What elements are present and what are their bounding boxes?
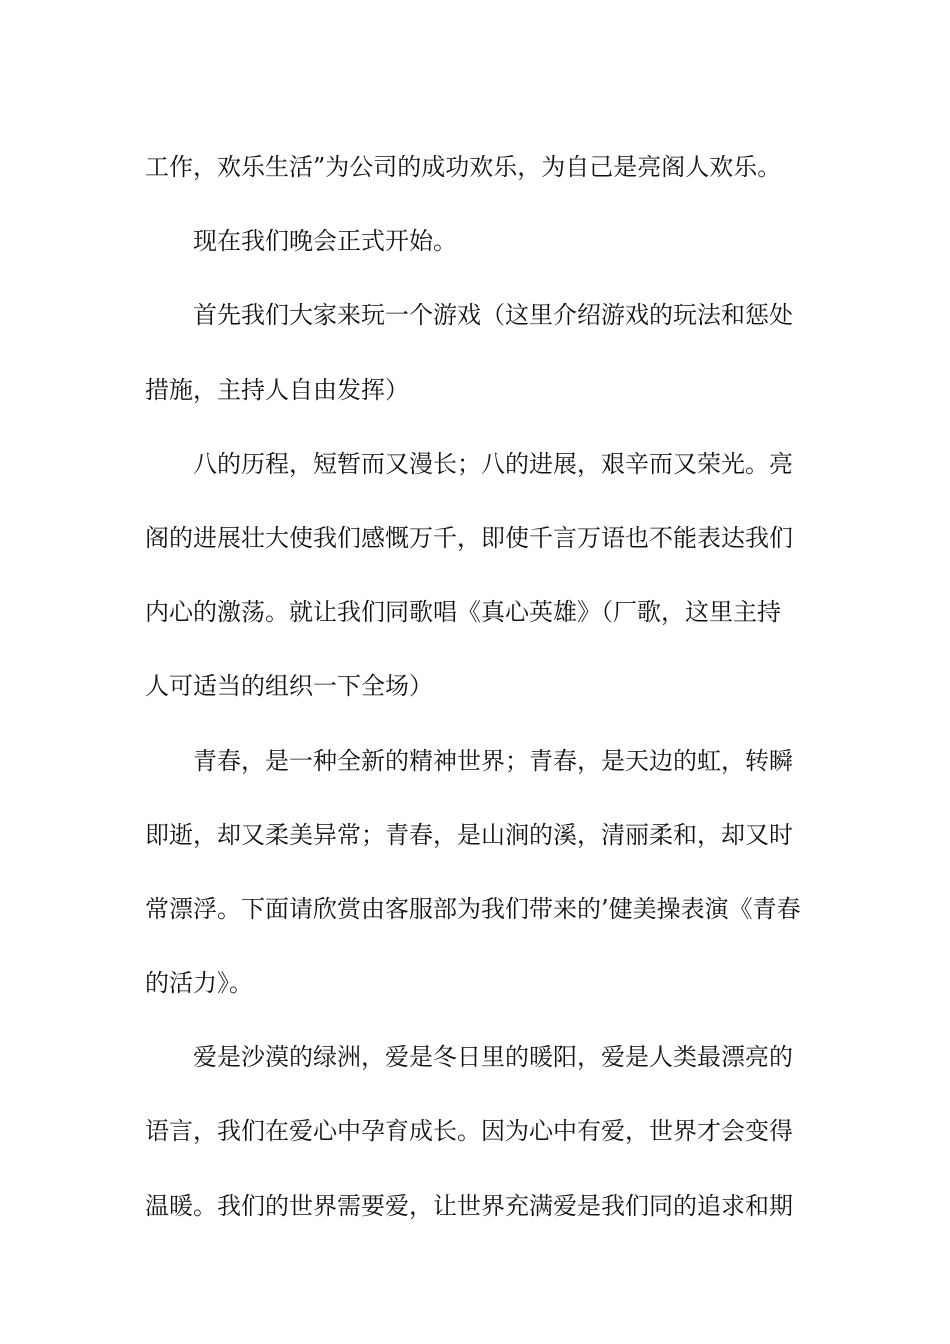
text-line: 人可适当的组织一下全场） [145, 672, 433, 701]
text-line: 措施，主持人自由发挥） [145, 375, 409, 404]
paragraph-4 [145, 427, 809, 724]
text-line: 阁的进展壮大使我们感慨万千，即使千言万语也不能表达我们 [145, 523, 793, 552]
paragraph-2 [145, 204, 809, 278]
text-line: 青春，是一种全新的精神世界；青春，是天边的虹，转瞬 [193, 746, 793, 775]
text-line: 常漂浮。下面请欣赏由客服部为我们带来的’健美操表演《青春 [145, 894, 801, 923]
text-line: 爱是沙漠的绿洲，爱是冬日里的暖阳，爱是人类最漂亮的 [193, 1043, 793, 1072]
document-body [145, 130, 809, 1243]
text-line: 温暖。我们的世界需要爱，让世界充满爱是我们同的追求和期 [145, 1191, 793, 1220]
text-line: 语言，我们在爱心中孕育成长。因为心中有爱，世界才会变得 [145, 1117, 793, 1146]
text-line: 的活力》。 [145, 969, 253, 998]
paragraph-6 [145, 1020, 809, 1243]
text-line: 首先我们大家来玩一个游戏（这里介绍游戏的玩法和惩处 [193, 301, 793, 330]
paragraph-1 [145, 130, 809, 204]
paragraph-3 [145, 278, 809, 426]
text-line: 现在我们晚会正式开始。 [193, 227, 457, 256]
text-line: 即逝，却又柔美异常；青春，是山涧的溪，清丽柔和，却又时 [145, 820, 793, 849]
paragraph-5 [145, 724, 809, 1021]
text-line: 八的历程，短暂而又漫长；八的进展，艰辛而又荣光。亮 [193, 449, 793, 478]
text-line: 内心的激荡。就让我们同歌唱《真心英雄》（厂歌，这里主持 [145, 598, 781, 627]
text-line: 工作，欢乐生活”为公司的成功欢乐，为自己是亮阁人欢乐。 [145, 153, 782, 181]
